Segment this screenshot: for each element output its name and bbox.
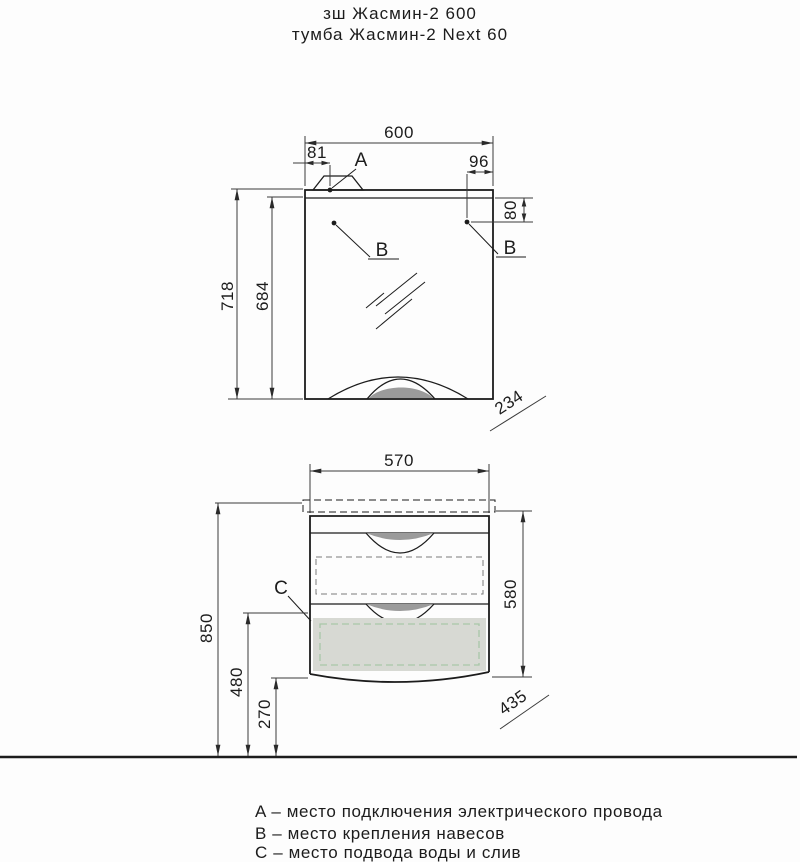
dim-850-text: 850 xyxy=(197,613,216,643)
legend-item-a: A – место подключения электрического провода xyxy=(255,802,663,821)
leader-a xyxy=(332,169,356,188)
vanity-view xyxy=(197,451,549,756)
leader-c xyxy=(288,596,311,621)
point-b-left-dot xyxy=(332,221,337,226)
handle-1-shadow xyxy=(366,533,434,540)
dim-81-text: 81 xyxy=(307,143,327,162)
point-b-right-dot xyxy=(465,220,470,225)
legend-item-b: B – место крепления навесов xyxy=(255,824,505,843)
dim-height-684 xyxy=(228,197,303,399)
dim-width-570 xyxy=(310,451,489,513)
dim-718-text: 718 xyxy=(218,281,237,311)
dim-234-text: 234 xyxy=(491,386,527,419)
dim-offset-81 xyxy=(293,143,330,186)
dim-684-text: 684 xyxy=(253,281,272,311)
label-b-right: B xyxy=(503,238,517,259)
dim-drop-80 xyxy=(471,198,533,222)
vanity-bottom-curve xyxy=(310,672,489,682)
dim-height-850 xyxy=(197,503,302,756)
dim-offset-96 xyxy=(467,152,493,218)
dim-480-text: 480 xyxy=(227,667,246,697)
marker-b-left xyxy=(332,221,399,261)
handle-2-shadow xyxy=(366,604,434,611)
marker-a xyxy=(332,150,368,188)
label-c: C xyxy=(274,578,288,599)
dim-depth-435 xyxy=(495,686,549,729)
title-line-1: зш Жасмин-2 600 xyxy=(323,4,477,23)
dim-435-text: 435 xyxy=(495,686,531,719)
mirror-glass-hatch xyxy=(366,273,425,329)
dim-height-270 xyxy=(255,678,308,756)
title-line-2: тумба Жасмин-2 Next 60 xyxy=(291,25,509,44)
drawer-1-outline xyxy=(316,557,483,594)
point-a-dot xyxy=(328,188,333,193)
dim-80-text: 80 xyxy=(501,200,520,220)
leader-b-left xyxy=(336,225,370,257)
dim-height-580 xyxy=(492,511,532,677)
drawer-2-panel xyxy=(313,618,486,671)
legend xyxy=(255,802,663,862)
shelf-shadow xyxy=(369,388,433,399)
dim-570-text: 570 xyxy=(384,451,414,470)
dim-depth-234 xyxy=(490,386,546,431)
marker-b-right xyxy=(465,220,526,259)
marker-c xyxy=(274,578,311,621)
dim-96-text: 96 xyxy=(469,152,489,171)
label-a: A xyxy=(354,150,368,171)
dim-270-text: 270 xyxy=(255,699,274,729)
label-b-left: B xyxy=(375,240,389,261)
dim-height-480 xyxy=(227,613,308,756)
mirror-cabinet-view xyxy=(218,123,546,431)
legend-item-c: C – место подвода воды и слив xyxy=(255,843,522,862)
washbasin-outline xyxy=(303,500,495,512)
drawing-title xyxy=(292,4,508,44)
dim-600-text: 600 xyxy=(384,123,414,142)
dim-580-text: 580 xyxy=(501,579,520,609)
